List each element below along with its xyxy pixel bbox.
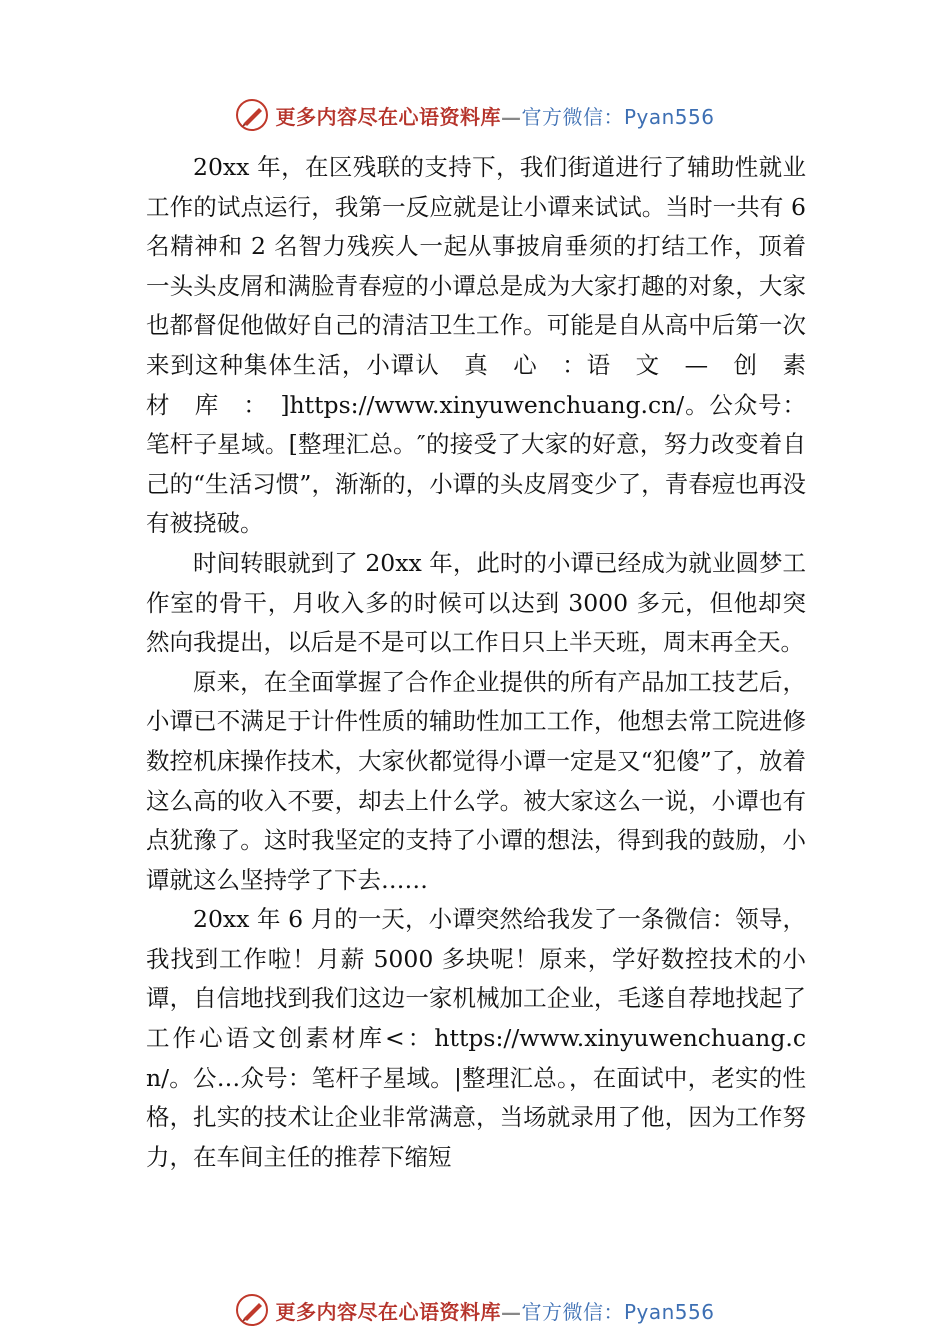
banner-dash: — xyxy=(500,104,522,129)
document-body xyxy=(146,148,830,1177)
banner-wechat-text: 官方微信：Pyan556 xyxy=(521,104,715,129)
pen-logo-icon xyxy=(235,98,269,132)
pen-logo-icon xyxy=(235,1293,269,1327)
paragraph-3: 原来，在全面掌握了合作企业提供的所有产品加工技艺后，小谭已不满足于计件性质的辅助性加工工作，他想去常工院进修数控机床操作技术，大家伙都觉得小谭一定是又“犯傻”了，放着这么高的收入不要，却去上什么学。被大家这么一说，小谭也有点犹豫了。这时我坚定的支持了小谭的想法，得到我的鼓励，小谭就这么坚持学了下去…… xyxy=(146,667,806,894)
banner-wechat-text: 官方微信：Pyan556 xyxy=(521,1299,715,1324)
header-banner xyxy=(0,95,950,135)
footer-banner xyxy=(0,1290,950,1330)
banner-dash: — xyxy=(500,1299,522,1324)
paragraph-1: 20xx 年，在区残联的支持下，我们街道进行了辅助性就业工作的试点运行，我第一反应就是让小谭来试试。当时一共有 6 名精神和 2 名智力残疾人一起从事披肩垂须的打结工作，顶着一头头皮屑和满脸青春痘的小谭总是成为大家打趣的对象，大家也都督促他做好自己的清洁卫生工作。可能是自从高中后第一次来到这种集体生活，小谭认 真 心 ：语 文 — 创 素 材 库 ： ]https://www.xinyuwenchuang.cn/。公众号：笔杆子星域。[整理汇总。″的接受了大家的好意，努力改变着自己的“生活习惯”，渐渐的，小谭的头皮屑变少了，青春痘也再没有被挠破。 xyxy=(146,153,830,538)
banner-main-text: 更多内容尽在心语资料库 xyxy=(275,104,501,129)
paragraph-2: 时间转眼就到了 20xx 年，此时的小谭已经成为就业圆梦工作室的骨干，月收入多的时候可以达到 3000 多元，但他却突然向我提出，以后是不是可以工作日只上半天班，周末再全天。 xyxy=(146,548,806,657)
banner-main-text: 更多内容尽在心语资料库 xyxy=(275,1299,501,1324)
paragraph-4: 20xx 年 6 月的一天，小谭突然给我发了一条微信：领导， 我找到工作啦！月薪 5000 多块呢！原来，学好数控技术的小谭，自信地找到我们这边一家机械加工企业，毛遂自荐地找起了工作心语文创素材库<：https://www.xinyuwenchuang.cn/。公…众号：笔杆子星域。|整理汇总。，在面试中，老实的性格，扎实的技术让企业非常满意，当场就录用了他，因为工作努力，在车间主任的推荐下缩短 xyxy=(146,905,806,1171)
